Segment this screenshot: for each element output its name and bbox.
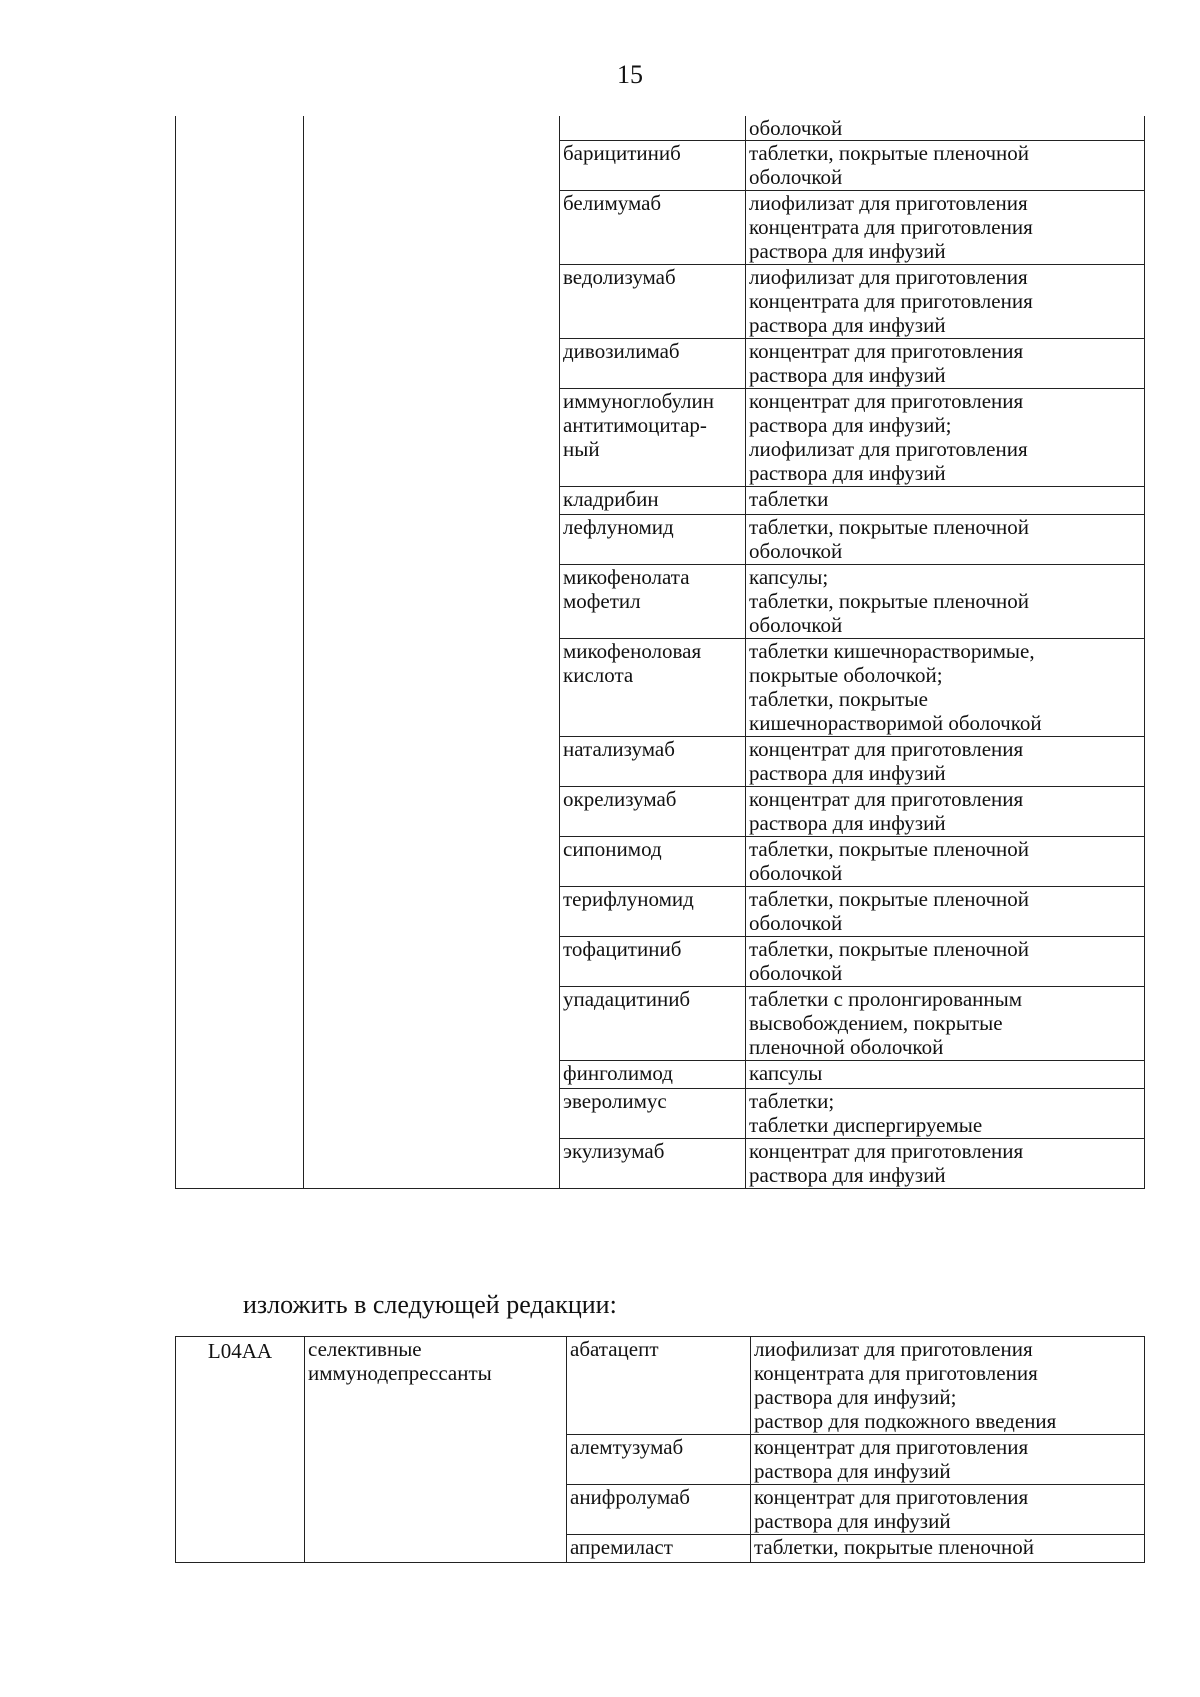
dosage-form-cell: оболочкой <box>746 116 1145 141</box>
dosage-form-cell: концентрат для приготовления раствора для инфузий <box>751 1485 1145 1535</box>
instruction-text: изложить в следующей редакции: <box>243 1290 617 1319</box>
drug-name-cell: эверолимус <box>560 1089 746 1139</box>
dosage-form-cell: таблетки, покрытые пленочной оболочкой <box>746 837 1145 887</box>
dosage-form-cell: таблетки, покрытые пленочной <box>751 1535 1145 1563</box>
dosage-form-cell: лиофилизат для приготовления концентрата для приготовления раствора для инфузий <box>746 191 1145 265</box>
dosage-form-cell: лиофилизат для приготовления концентрата для приготовления раствора для инфузий <box>746 265 1145 339</box>
drug-name-cell: лефлуномид <box>560 515 746 565</box>
dosage-form-cell: концентрат для приготовления раствора для инфузий <box>751 1435 1145 1485</box>
drug-name-cell: белимумаб <box>560 191 746 265</box>
drug-name-cell: абатацепт <box>567 1337 751 1435</box>
dosage-form-cell: таблетки, покрытые пленочной оболочкой <box>746 937 1145 987</box>
drug-name-cell <box>560 116 746 141</box>
drug-name-cell: апремиласт <box>567 1535 751 1563</box>
drug-name-cell: терифлуномид <box>560 887 746 937</box>
atc-code-cell: L04AA <box>176 1337 305 1563</box>
drug-name-cell: натализумаб <box>560 737 746 787</box>
drug-name-cell: микофенолата мофетил <box>560 565 746 639</box>
table-row <box>176 1337 1145 1435</box>
dosage-form-cell: таблетки с пролонгированным высвобождением, покрытые пленочной оболочкой <box>746 987 1145 1061</box>
drug-name-cell: кладрибин <box>560 487 746 515</box>
drug-name-cell: ведолизумаб <box>560 265 746 339</box>
dosage-form-cell: концентрат для приготовления раствора для инфузий <box>746 1139 1145 1189</box>
dosage-form-cell: таблетки, покрытые пленочной оболочкой <box>746 887 1145 937</box>
drug-name-cell: сипонимод <box>560 837 746 887</box>
dosage-form-cell: капсулы; таблетки, покрытые пленочной оболочкой <box>746 565 1145 639</box>
dosage-form-cell: концентрат для приготовления раствора для инфузий; лиофилизат для приготовления раствора для инфузий <box>746 389 1145 487</box>
drug-name-cell: финголимод <box>560 1061 746 1089</box>
drug-name-cell: барицитиниб <box>560 141 746 191</box>
dosage-form-cell: таблетки <box>746 487 1145 515</box>
group-cell <box>304 116 560 1189</box>
group-cell: селективные иммунодепрессанты <box>305 1337 567 1563</box>
continuation-table <box>175 116 1145 1189</box>
drug-name-cell: окрелизумаб <box>560 787 746 837</box>
drug-name-cell: алемтузумаб <box>567 1435 751 1485</box>
table-row <box>176 116 1145 141</box>
page-number: 15 <box>617 60 643 89</box>
drug-name-cell: микофеноловая кислота <box>560 639 746 737</box>
dosage-form-cell: таблетки, покрытые пленочной оболочкой <box>746 141 1145 191</box>
new-edition-table <box>175 1336 1145 1563</box>
dosage-form-cell: концентрат для приготовления раствора для инфузий <box>746 787 1145 837</box>
code-cell <box>176 116 304 1189</box>
drug-name-cell: экулизумаб <box>560 1139 746 1189</box>
dosage-form-cell: таблетки; таблетки диспергируемые <box>746 1089 1145 1139</box>
dosage-form-cell: концентрат для приготовления раствора для инфузий <box>746 737 1145 787</box>
dosage-form-cell: концентрат для приготовления раствора для инфузий <box>746 339 1145 389</box>
dosage-form-cell: капсулы <box>746 1061 1145 1089</box>
drug-name-cell: анифролумаб <box>567 1485 751 1535</box>
drug-name-cell: дивозилимаб <box>560 339 746 389</box>
dosage-form-cell: таблетки кишечнорастворимые, покрытые оболочкой; таблетки, покрытые кишечнорастворимой оболочкой <box>746 639 1145 737</box>
drug-name-cell: иммуноглобулин антитимоцитар- ный <box>560 389 746 487</box>
dosage-form-cell: таблетки, покрытые пленочной оболочкой <box>746 515 1145 565</box>
dosage-form-cell: лиофилизат для приготовления концентрата для приготовления раствора для инфузий; раствор для подкожного введения <box>751 1337 1145 1435</box>
drug-name-cell: тофацитиниб <box>560 937 746 987</box>
drug-name-cell: упадацитиниб <box>560 987 746 1061</box>
